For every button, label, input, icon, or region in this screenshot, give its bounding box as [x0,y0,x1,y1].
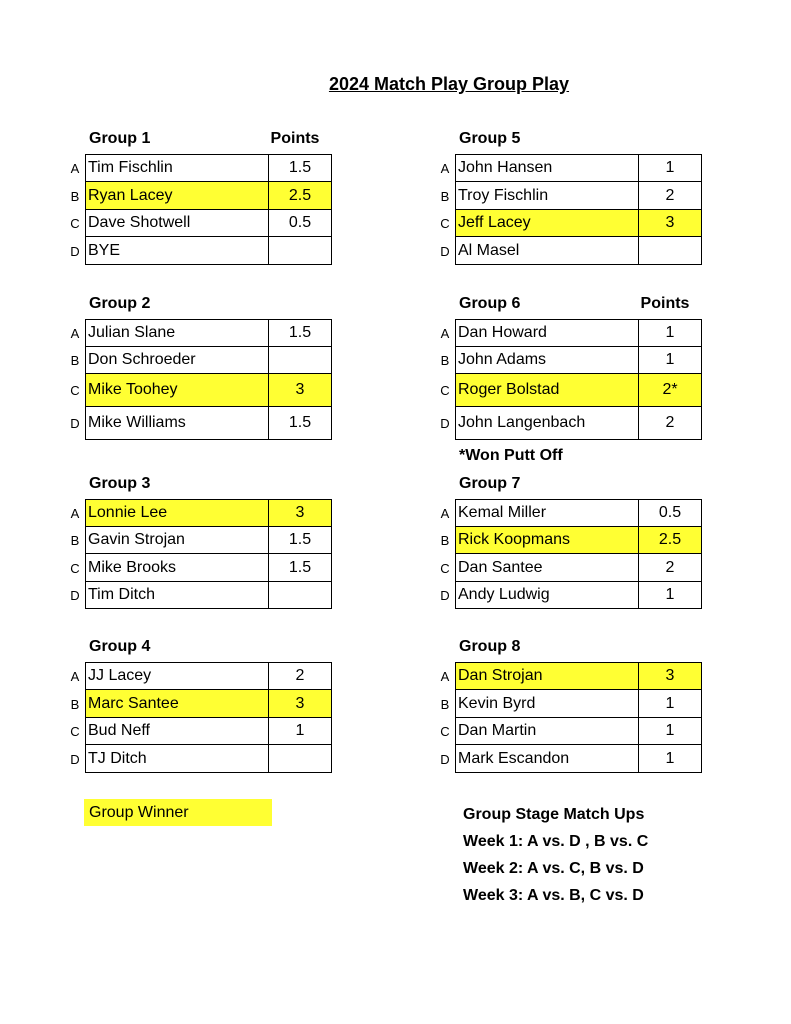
player-name: Don Schroeder [85,347,268,374]
player-name: John Langenbach [455,407,638,440]
player-points: 1.5 [268,154,332,182]
player-name: Mike Brooks [85,554,268,582]
seed-letter: D [70,751,80,767]
week-1-matchups: Week 1: A vs. D , B vs. C [463,833,649,850]
seed-letter: B [440,353,450,368]
seed-letter: B [70,533,80,548]
player-row [68,690,340,718]
points-header: Points [640,295,690,312]
player-points [268,745,332,773]
group-table [68,154,340,265]
player-points: 2 [268,662,332,690]
player-name: Mark Escandon [455,745,638,773]
player-row [68,745,340,773]
player-name: Kevin Byrd [455,690,638,718]
seed-letter: A [440,668,450,684]
group-title: Group 3 [89,475,151,492]
player-name: John Hansen [455,154,638,182]
seed-letter: B [70,188,80,204]
player-row [68,319,340,347]
seed-letter: B [440,533,450,548]
player-points: 1 [638,154,702,182]
player-row [68,347,340,374]
player-row [438,347,710,374]
player-row [68,182,340,210]
group-title: Group 8 [459,638,521,655]
group-table [438,154,710,265]
group-title: Group 5 [459,130,521,147]
player-points: 3 [638,210,702,237]
group-title: Group 7 [459,475,521,492]
player-points [638,237,702,265]
player-points: 2.5 [268,182,332,210]
player-points: 1 [638,319,702,347]
player-points: 2 [638,554,702,582]
player-name: John Adams [455,347,638,374]
legend-group-winner: Group Winner [84,799,272,826]
player-name: Kemal Miller [455,499,638,527]
week-3-matchups: Week 3: A vs. B, C vs. D [463,887,644,904]
match-ups [463,801,648,909]
seed-letter: C [440,216,450,231]
player-points: 2 [638,407,702,440]
player-name: Rick Koopmans [455,527,638,554]
seed-letter: A [70,160,80,176]
player-name: Al Masel [455,237,638,265]
player-row [68,237,340,265]
player-points: 0.5 [638,499,702,527]
player-row [438,374,710,407]
player-name: Roger Bolstad [455,374,638,407]
putt-off-note: *Won Putt Off [459,447,563,464]
player-points: 2.5 [638,527,702,554]
player-points [268,237,332,265]
player-points: 3 [268,690,332,718]
player-points: 0.5 [268,210,332,237]
group-title: Group 4 [89,638,151,655]
seed-letter: A [440,325,450,341]
player-name: Tim Ditch [85,582,268,609]
player-row [68,527,340,554]
player-row [68,499,340,527]
page-title: 2024 Match Play Group Play [328,74,570,94]
player-row [438,210,710,237]
seed-letter: B [70,696,80,712]
seed-letter: C [70,216,80,231]
player-name: Lonnie Lee [85,499,268,527]
player-points: 1 [638,347,702,374]
seed-letter: D [70,588,80,603]
seed-letter: C [440,383,450,398]
player-row [438,237,710,265]
player-name: Dan Howard [455,319,638,347]
seed-letter: A [440,160,450,176]
seed-letter: C [440,724,450,739]
player-points: 1 [638,718,702,745]
seed-letter: D [440,588,450,603]
player-row [438,582,710,609]
match-ups-heading: Group Stage Match Ups [463,806,645,823]
seed-letter: C [440,560,450,576]
player-row [438,499,710,527]
seed-letter: A [70,668,80,684]
player-name: Dan Martin [455,718,638,745]
player-name: Jeff Lacey [455,210,638,237]
player-name: Mike Toohey [85,374,268,407]
player-name: Dan Santee [455,554,638,582]
player-points: 3 [268,499,332,527]
player-name: JJ Lacey [85,662,268,690]
player-points: 2 [638,182,702,210]
player-row [68,582,340,609]
player-row [438,554,710,582]
player-points [268,582,332,609]
seed-letter: A [70,325,80,341]
week-2-matchups: Week 2: A vs. C, B vs. D [463,860,644,877]
seed-letter: A [70,505,80,521]
group-title: Group 1 [89,130,151,147]
player-name: Bud Neff [85,718,268,745]
points-header: Points [270,130,320,147]
player-name: BYE [85,237,268,265]
player-row [438,407,710,440]
player-name: Ryan Lacey [85,182,268,210]
seed-letter: C [70,560,80,576]
player-row [68,718,340,745]
player-row [438,182,710,210]
seed-letter: B [440,696,450,712]
group-table [68,319,340,440]
seed-letter: B [440,188,450,204]
player-points [268,347,332,374]
player-points: 1.5 [268,527,332,554]
player-points: 1 [638,745,702,773]
seed-letter: D [440,416,450,431]
player-row [68,407,340,440]
group-table [438,499,710,609]
player-name: Mike Williams [85,407,268,440]
player-row [438,154,710,182]
player-row [438,662,710,690]
player-name: TJ Ditch [85,745,268,773]
group-title: Group 6 [459,295,521,312]
player-points: 3 [638,662,702,690]
player-points: 1 [268,718,332,745]
player-points: 3 [268,374,332,407]
player-name: Troy Fischlin [455,182,638,210]
player-points: 1 [638,582,702,609]
seed-letter: D [440,243,450,259]
player-name: Tim Fischlin [85,154,268,182]
group-table [438,319,710,440]
seed-letter: B [70,353,80,368]
seed-letter: D [440,751,450,767]
player-points: 1.5 [268,554,332,582]
player-name: Julian Slane [85,319,268,347]
player-name: Gavin Strojan [85,527,268,554]
player-name: Dave Shotwell [85,210,268,237]
player-points: 2* [638,374,702,407]
player-points: 1.5 [268,407,332,440]
group-table [68,662,340,773]
seed-letter: D [70,243,80,259]
player-row [68,374,340,407]
player-row [68,154,340,182]
player-row [438,718,710,745]
player-row [68,662,340,690]
seed-letter: C [70,724,80,739]
player-row [438,527,710,554]
player-row [68,210,340,237]
player-row [438,690,710,718]
player-row [68,554,340,582]
player-row [438,745,710,773]
group-title: Group 2 [89,295,151,312]
group-table [438,662,710,773]
seed-letter: C [70,383,80,398]
group-table [68,499,340,609]
player-points: 1.5 [268,319,332,347]
player-name: Andy Ludwig [455,582,638,609]
seed-letter: A [440,505,450,521]
seed-letter: D [70,416,80,431]
player-points: 1 [638,690,702,718]
player-name: Marc Santee [85,690,268,718]
player-name: Dan Strojan [455,662,638,690]
player-row [438,319,710,347]
